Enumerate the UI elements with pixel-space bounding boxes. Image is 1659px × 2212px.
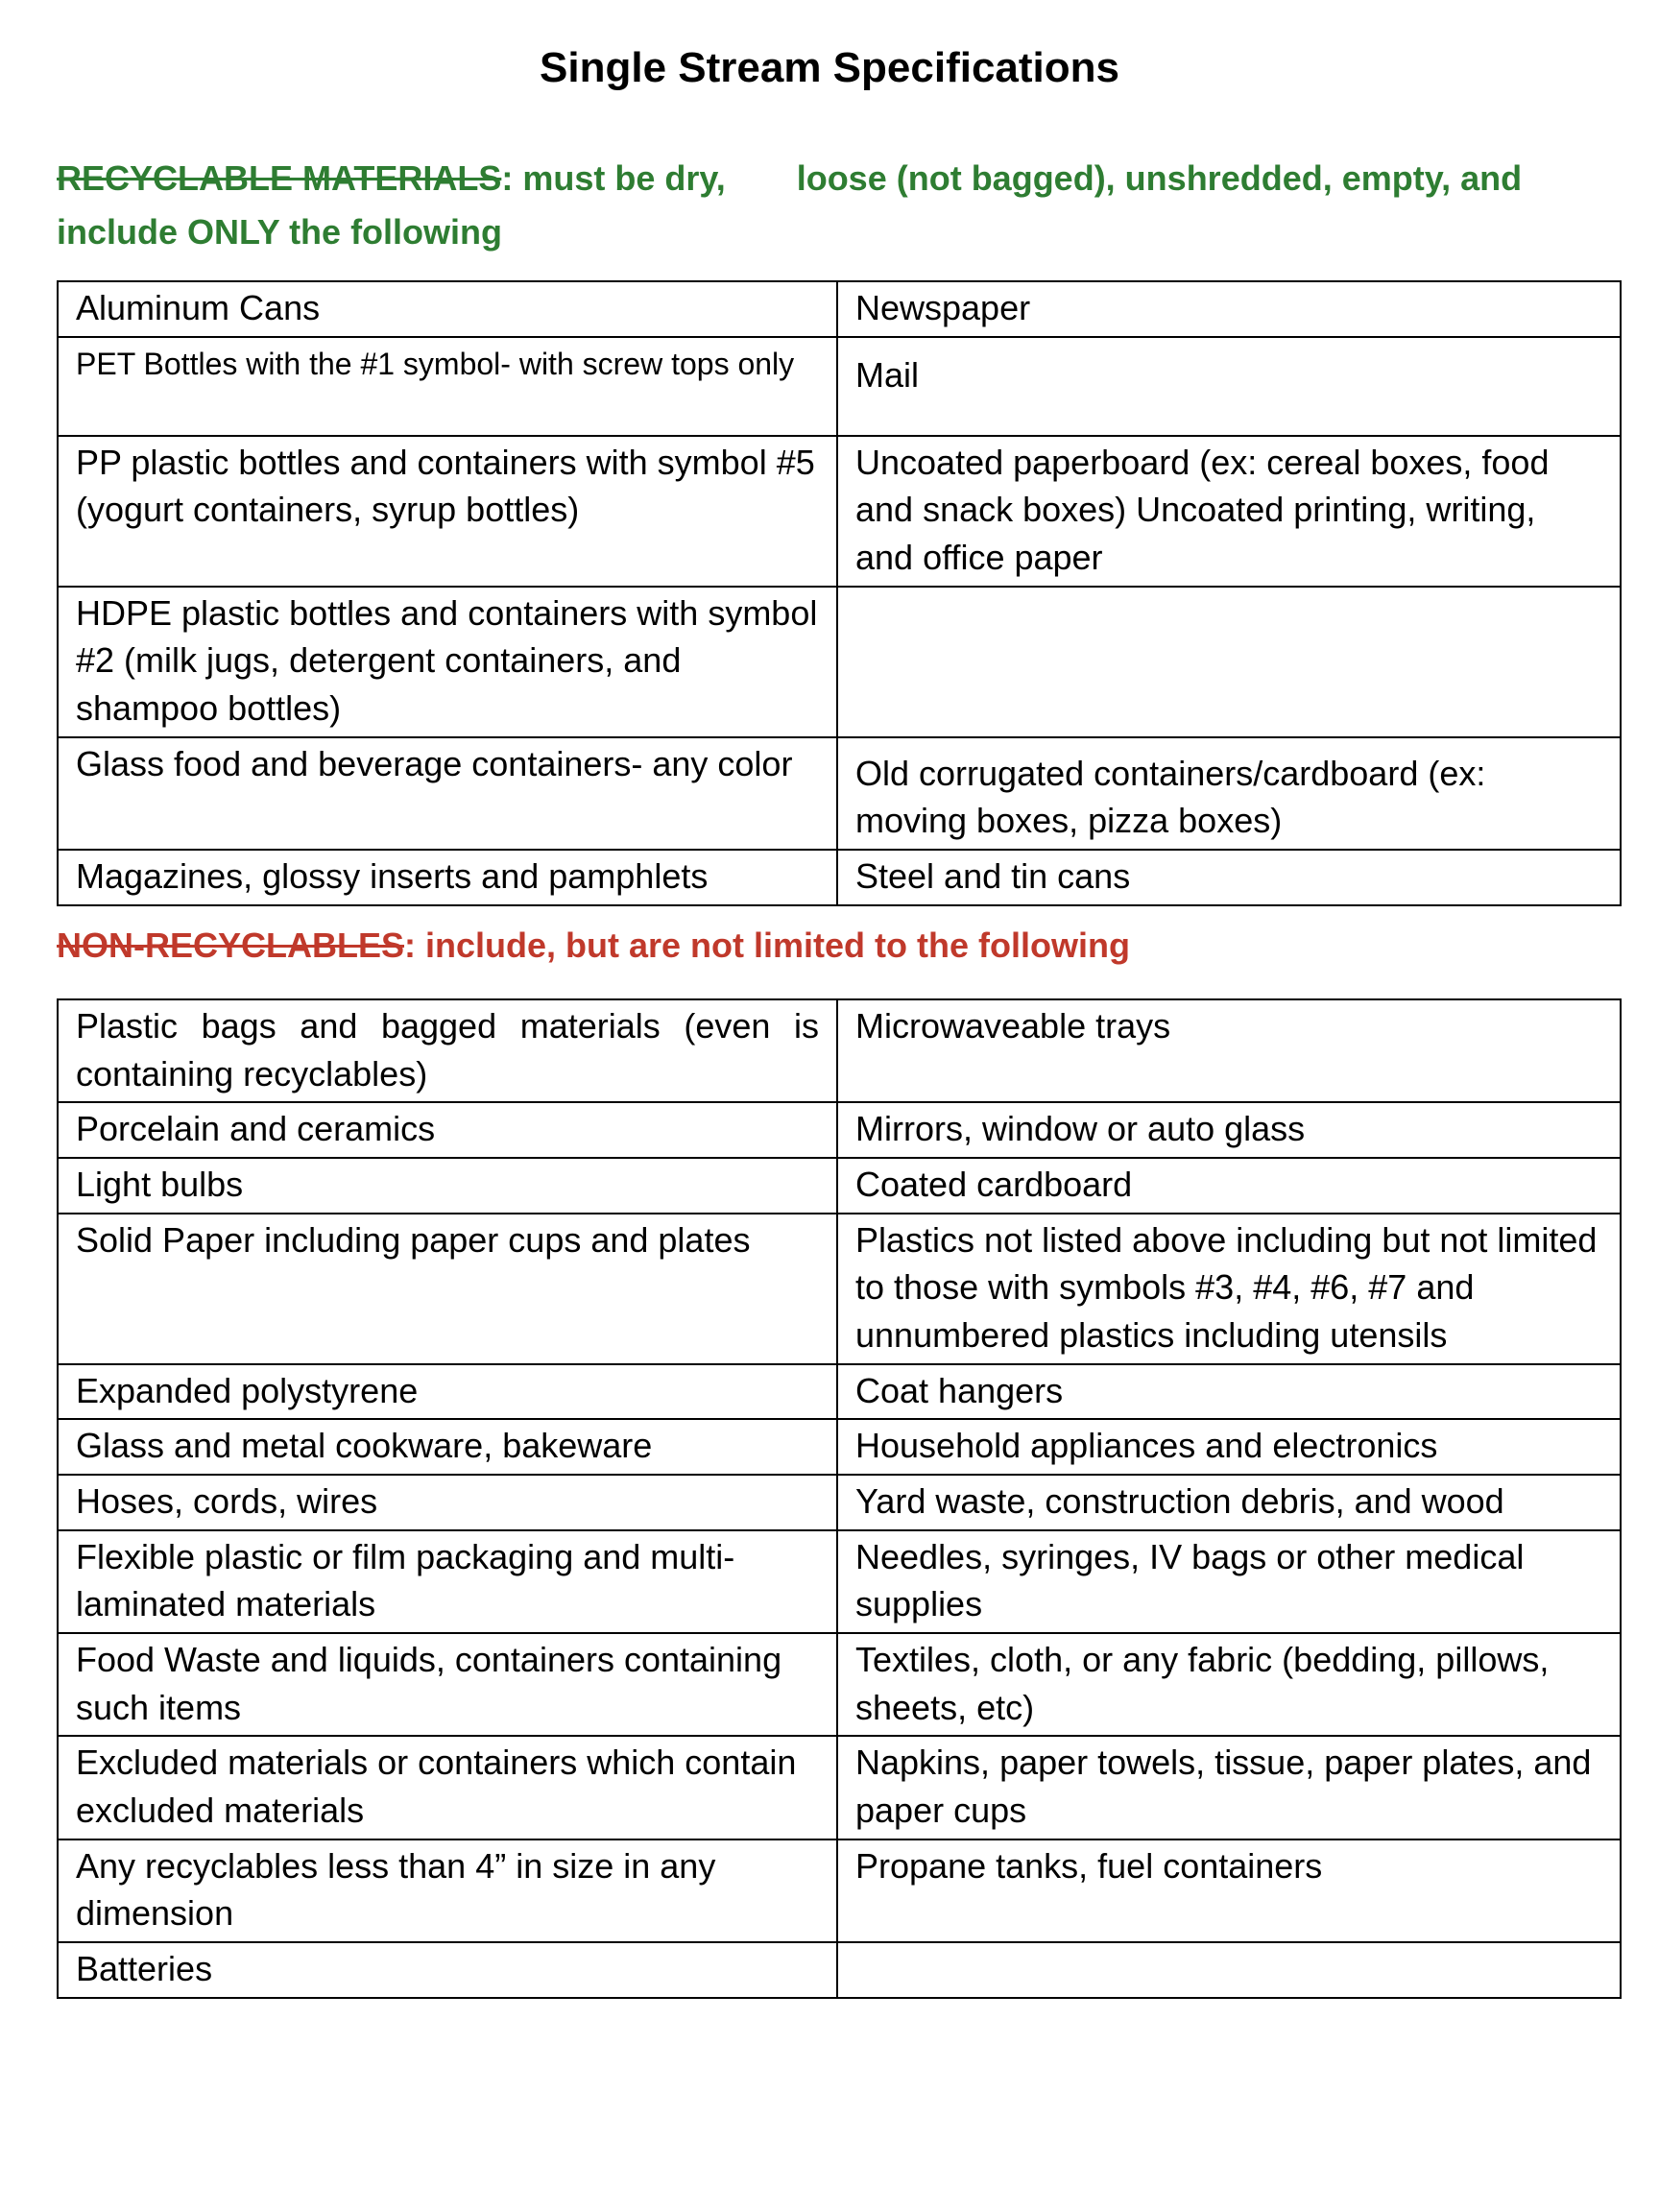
table-cell: Yard waste, construction debris, and wood bbox=[837, 1475, 1621, 1530]
table-cell: Hoses, cords, wires bbox=[58, 1475, 837, 1530]
table-row bbox=[58, 737, 1621, 850]
table-row bbox=[58, 1102, 1621, 1158]
table-row bbox=[58, 850, 1621, 905]
table-cell: Napkins, paper towels, tissue, paper plates, and paper cups bbox=[837, 1736, 1621, 1839]
table-cell: Solid Paper including paper cups and plates bbox=[58, 1214, 837, 1364]
table-cell: Coated cardboard bbox=[837, 1158, 1621, 1214]
table-cell: Any recyclables less than 4” in size in any dimension bbox=[58, 1839, 837, 1942]
nonrecyclable-heading bbox=[57, 919, 1130, 973]
table-cell: Newspaper bbox=[837, 281, 1621, 337]
table-cell: Porcelain and ceramics bbox=[58, 1102, 837, 1158]
table-cell: Glass and metal cookware, bakeware bbox=[58, 1419, 837, 1475]
table-cell: Aluminum Cans bbox=[58, 281, 837, 337]
table-row bbox=[58, 1214, 1621, 1364]
page-title: Single Stream Specifications bbox=[540, 44, 1119, 91]
table-row bbox=[58, 1942, 1621, 1998]
table-row bbox=[58, 1530, 1621, 1633]
table-cell: Textiles, cloth, or any fabric (bedding, pillows, sheets, etc) bbox=[837, 1633, 1621, 1736]
recyclable-heading-part1: : must be dry, bbox=[501, 158, 726, 198]
table-row bbox=[58, 587, 1621, 737]
table-row bbox=[58, 281, 1621, 337]
table-row bbox=[58, 1364, 1621, 1420]
recyclable-heading-line2: include ONLY the following bbox=[57, 211, 503, 252]
nonrecyclable-table bbox=[57, 998, 1622, 1999]
table-row bbox=[58, 1475, 1621, 1530]
table-cell: PP plastic bottles and containers with symbol #5 (yogurt containers, syrup bottles) bbox=[58, 436, 837, 587]
table-row bbox=[58, 337, 1621, 436]
table-cell: Glass food and beverage containers- any color bbox=[58, 737, 837, 850]
table-row bbox=[58, 999, 1621, 1102]
table-cell: PET Bottles with the #1 symbol- with screw tops only bbox=[58, 337, 837, 436]
table-row bbox=[58, 1419, 1621, 1475]
table-cell: Uncoated paperboard (ex: cereal boxes, food and snack boxes) Uncoated printing, writing, and office paper bbox=[837, 436, 1621, 587]
nonrecyclable-heading-label: NON-RECYCLABLES bbox=[57, 926, 405, 965]
nonrecyclable-heading-rest: : include, but are not limited to the following bbox=[404, 926, 1130, 965]
table-cell: Old corrugated containers/cardboard (ex: moving boxes, pizza boxes) bbox=[837, 737, 1621, 850]
table-cell: Household appliances and electronics bbox=[837, 1419, 1621, 1475]
table-cell bbox=[837, 587, 1621, 737]
table-cell: Needles, syringes, IV bags or other medical supplies bbox=[837, 1530, 1621, 1633]
table-row bbox=[58, 1736, 1621, 1839]
table-cell: Flexible plastic or film packaging and multi-laminated materials bbox=[58, 1530, 837, 1633]
table-row bbox=[58, 1839, 1621, 1942]
table-row bbox=[58, 436, 1621, 587]
table-cell: Mirrors, window or auto glass bbox=[837, 1102, 1621, 1158]
recyclable-heading-part2: loose (not bagged), unshredded, empty, and bbox=[796, 158, 1523, 198]
table-row bbox=[58, 1158, 1621, 1214]
table-cell: Magazines, glossy inserts and pamphlets bbox=[58, 850, 837, 905]
table-cell: Light bulbs bbox=[58, 1158, 837, 1214]
table-cell: Coat hangers bbox=[837, 1364, 1621, 1420]
table-cell: Propane tanks, fuel containers bbox=[837, 1839, 1621, 1942]
recyclable-heading-label: RECYCLABLE MATERIALS bbox=[57, 158, 502, 198]
table-cell bbox=[837, 1942, 1621, 1998]
table-cell: Plastics not listed above including but not limited to those with symbols #3, #4, #6, #7 and unnumbered plastics including utensils bbox=[837, 1214, 1621, 1364]
recyclable-table bbox=[57, 280, 1622, 906]
table-cell: Excluded materials or containers which contain excluded materials bbox=[58, 1736, 837, 1839]
table-cell: Microwaveable trays bbox=[837, 999, 1621, 1102]
table-row bbox=[58, 1633, 1621, 1736]
table-cell: Food Waste and liquids, containers containing such items bbox=[58, 1633, 837, 1736]
table-cell: Plastic bags and bagged materials (even is containing recyclables) bbox=[58, 999, 837, 1102]
table-cell: Batteries bbox=[58, 1942, 837, 1998]
table-cell: Steel and tin cans bbox=[837, 850, 1621, 905]
recyclable-heading bbox=[57, 152, 1522, 259]
table-cell: Mail bbox=[837, 337, 1621, 436]
table-cell: HDPE plastic bottles and containers with symbol #2 (milk jugs, detergent containers, and shampoo bottles) bbox=[58, 587, 837, 737]
table-cell: Expanded polystyrene bbox=[58, 1364, 837, 1420]
